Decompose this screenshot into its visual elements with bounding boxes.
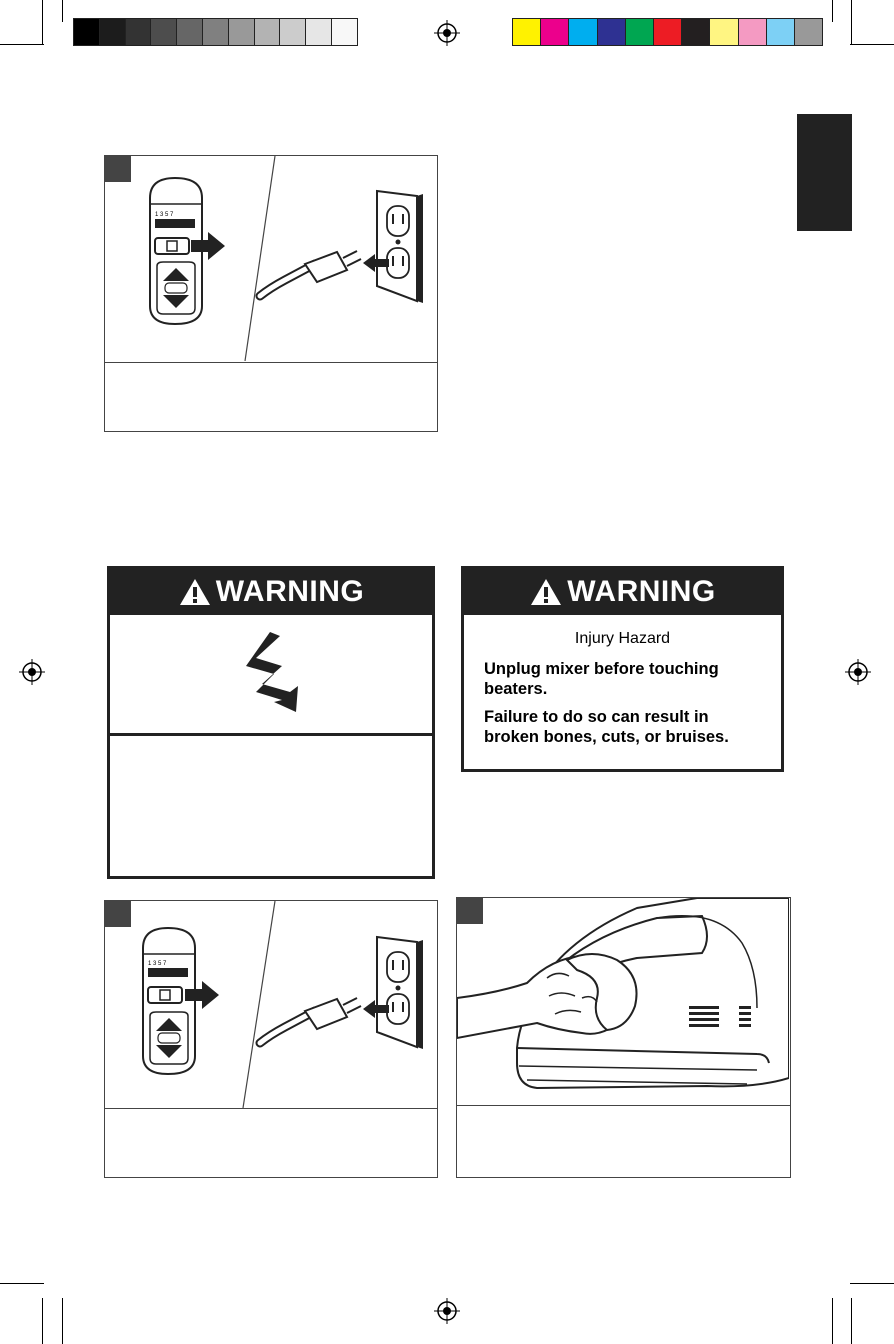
color-swatch (279, 18, 306, 46)
crop-mark (42, 0, 43, 44)
warning-body (110, 736, 432, 876)
color-swatch (766, 18, 795, 46)
hand-with-cloth-icon (457, 954, 637, 1038)
color-swatch (540, 18, 569, 46)
warning-instruction: Unplug mixer before touching beaters. (484, 660, 719, 698)
crop-mark (851, 1298, 852, 1344)
warning-title: WARNING (567, 575, 716, 608)
crop-mark (0, 1283, 44, 1284)
color-swatch (512, 18, 541, 46)
electric-shock-icon (238, 630, 308, 715)
color-swatch (228, 18, 255, 46)
crop-mark (832, 0, 833, 22)
warning-header (464, 569, 781, 615)
color-swatch (794, 18, 823, 46)
warning-electrical-shock (107, 566, 435, 879)
language-tab (797, 114, 852, 231)
crop-mark (42, 1298, 43, 1344)
step-panel-wipe-mixer (456, 897, 791, 1178)
warning-triangle-icon (178, 577, 212, 607)
unplug-illustration (105, 901, 436, 1108)
step-panel-unplug-top (104, 155, 438, 432)
color-swatch (202, 18, 229, 46)
svg-text:1 3 5 7: 1 3 5 7 (148, 961, 167, 967)
color-swatch (99, 18, 126, 46)
crop-mark (851, 0, 852, 44)
warning-header (110, 569, 432, 615)
color-swatch (305, 18, 332, 46)
wall-outlet-icon (377, 937, 423, 1049)
warning-injury-hazard (461, 566, 784, 772)
warning-consequence: Failure to do so can result in broken bones, cuts, or bruises. (484, 708, 729, 746)
step-caption (105, 362, 437, 431)
color-swatch (738, 18, 767, 46)
registration-mark-right (845, 659, 871, 685)
color-swatch (331, 18, 358, 46)
crop-mark (850, 1283, 894, 1284)
color-swatch (653, 18, 682, 46)
color-swatch (709, 18, 738, 46)
color-swatch (125, 18, 152, 46)
color-swatch (73, 18, 100, 46)
step-panel-unplug-bottom (104, 900, 438, 1178)
step-caption (105, 1108, 437, 1177)
color-swatch (597, 18, 626, 46)
plug-icon (260, 998, 361, 1043)
crop-mark (832, 1298, 833, 1344)
crop-mark (850, 44, 894, 45)
crop-mark (0, 44, 44, 45)
wall-outlet-icon (377, 191, 423, 303)
color-swatch (254, 18, 281, 46)
wipe-mixer-illustration (457, 898, 789, 1106)
crop-mark (62, 1298, 63, 1344)
plug-icon (260, 251, 361, 296)
warning-title: WARNING (215, 575, 365, 608)
speed-scale: 1 3 5 7 (155, 212, 174, 218)
warning-symbol-area (110, 615, 432, 736)
registration-mark-bottom (434, 1298, 460, 1324)
warning-triangle-icon (529, 577, 563, 607)
color-swatch (568, 18, 597, 46)
registration-mark-top (434, 20, 460, 46)
color-swatch (681, 18, 710, 46)
unplug-illustration (105, 156, 436, 361)
registration-mark-left (19, 659, 45, 685)
color-swatch (625, 18, 654, 46)
color-swatch (176, 18, 203, 46)
crop-mark (62, 0, 63, 22)
hazard-title: Injury Hazard (574, 630, 671, 647)
step-caption (457, 1105, 790, 1177)
color-swatch (150, 18, 177, 46)
